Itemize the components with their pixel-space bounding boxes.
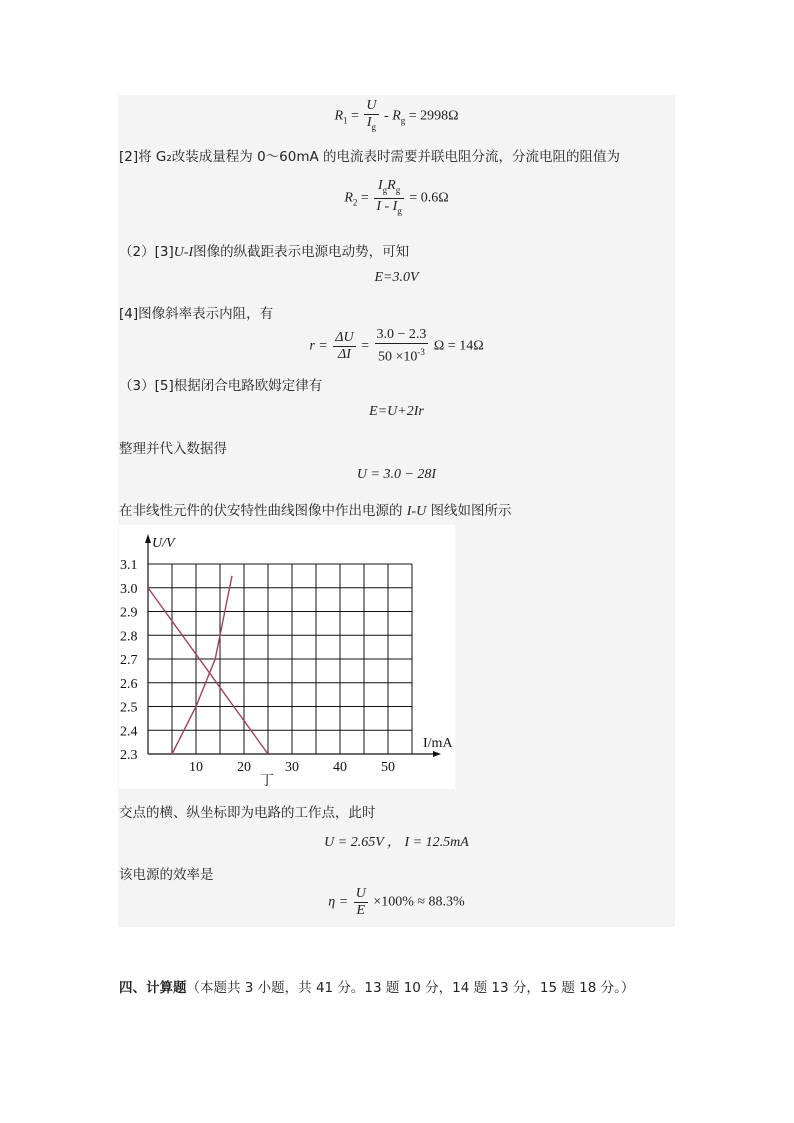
paragraph-4: [4]图像斜率表示内阻，有 (119, 306, 274, 322)
paragraph-5: （3）[5]根据闭合电路欧姆定律有 (119, 378, 323, 394)
fraction: $\frac{3.0 - 2.3}{50 \times 10^{-3}}$ (376, 327, 427, 365)
x-tick-label: 50 (381, 760, 395, 775)
fraction: $\frac{\Delta U}{\Delta I}$ (335, 329, 354, 362)
equation-ohm: E=U+2Ir (369, 404, 424, 419)
x-tick-label: 20 (237, 760, 251, 775)
y-tick-label: 2.8 (120, 629, 138, 645)
paragraph-6: 整理并代入数据得 (119, 441, 227, 457)
y-tick-label: 2.5 (120, 700, 138, 716)
x-tick-label: 10 (189, 760, 203, 775)
y-tick-label: 2.4 (120, 724, 138, 740)
x-tick-label: 30 (285, 760, 299, 775)
fraction: $\frac{U}{I_g}$ (366, 98, 377, 132)
equation-u: U = 3.0 − 28I (356, 467, 437, 482)
y-axis-arrow (145, 534, 151, 543)
series-line (148, 588, 268, 754)
fraction: $\frac{I_gR_g}{I - I_g}$ (376, 178, 402, 216)
y-tick-label: 2.7 (120, 653, 138, 668)
equation-operating-point: U = 2.65V ， I = 12.5mA (324, 835, 469, 850)
y-tick-label: 2.3 (120, 748, 138, 763)
x-axis-arrow (433, 751, 441, 757)
x-tick-label: 40 (333, 760, 347, 775)
paragraph-8: 交点的横、纵坐标即为电路的工作点，此时 (119, 805, 376, 821)
paragraph-3: （2）[3]U-I图像的纵截距表示电源电动势，可知 (119, 244, 410, 260)
equation-emf: E=3.0V (374, 270, 419, 285)
paragraph-7: 在非线性元件的伏安特性曲线图像中作出电源的 I-U 图线如图所示 (119, 503, 512, 519)
iu-chart (119, 525, 455, 789)
equation-r: r = $\frac{\Delta U}{\Delta I}$ = $\frac{3.0 - 2.3}{50 \times 10^{-3}}$ Ω = 14Ω (309, 327, 484, 365)
equation-r1: $R_1$ = $\frac{U}{I_g}$ - $R_g = 2998\Omega$ (118, 98, 675, 135)
fraction: $\frac{U}{E}$ (355, 886, 366, 918)
y-tick-label: 2.6 (120, 676, 138, 692)
x-axis-label: I/mA (423, 736, 453, 751)
y-tick-label: 3.0 (120, 581, 138, 597)
series-line (172, 576, 232, 754)
equation-r2: $R_2$ = $\frac{I_gR_g}{I - I_g}$ = 0.6Ω (118, 178, 675, 219)
paragraph-2: [2]将 G₂改装成量程为 0～60mA 的电流表时需要并联电阻分流，分流电阻的阻值为 (119, 149, 621, 165)
chart-caption: 丁 (260, 774, 274, 789)
y-axis-label: U/V (152, 536, 175, 551)
paragraph-9: 该电源的效率是 (119, 867, 214, 883)
equation-efficiency: η = $\frac{U}{E}$ ×100% ≈ 88.3% (328, 886, 465, 918)
y-tick-label: 3.1 (120, 558, 138, 573)
section-heading: 四、计算题（本题共 3 小题，共 41 分。13 题 10 分，14 题 13 分，15 题 18 分。） (119, 980, 635, 996)
y-tick-label: 2.9 (120, 605, 138, 621)
